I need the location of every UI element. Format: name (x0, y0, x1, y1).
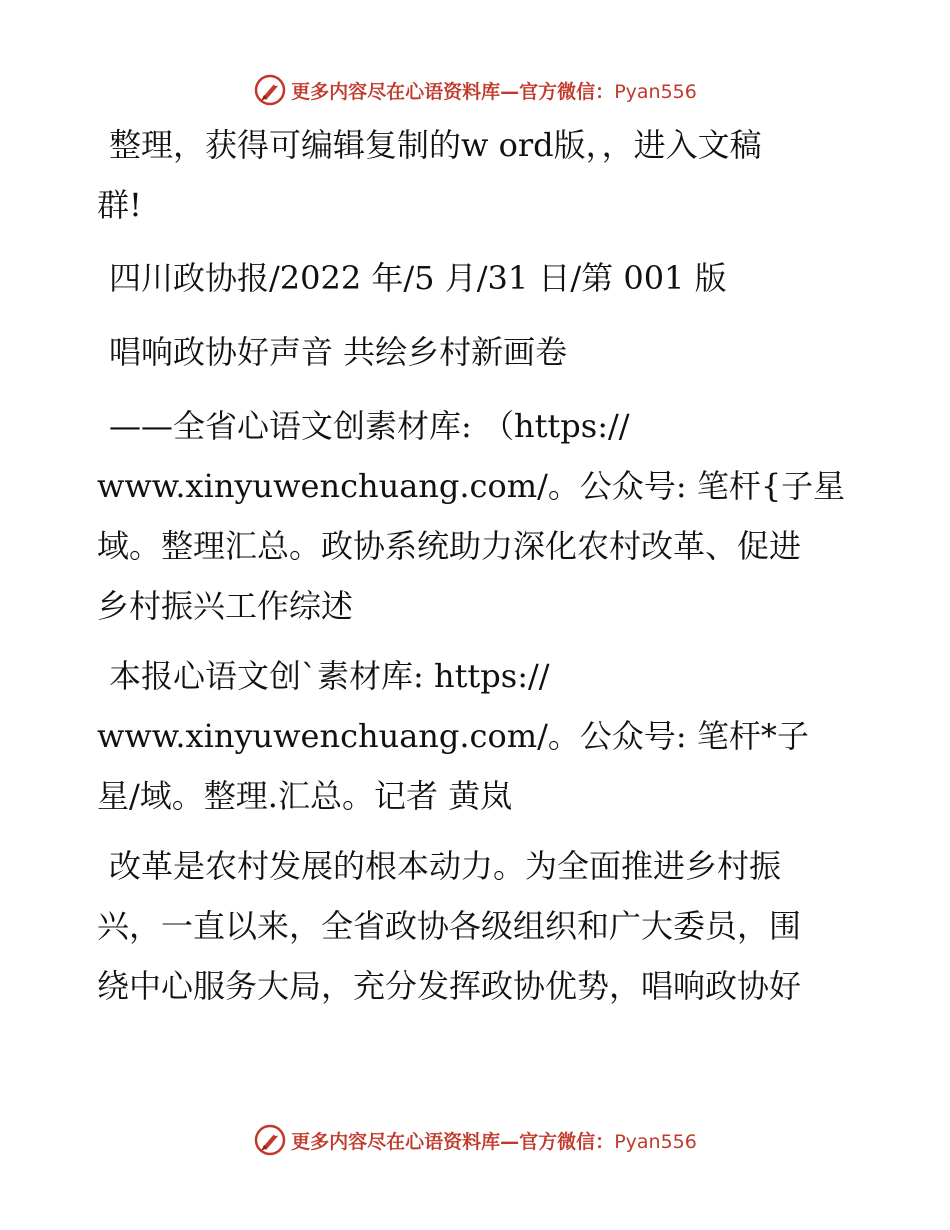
text-line: www.xinyuwenchuang.com/。公众号: 笔杆*子 (97, 717, 809, 755)
text-line: 乡村振兴工作综述 (97, 587, 354, 625)
text-line: 唱响政协好声音 共绘乡村新画卷 (109, 333, 568, 371)
watermark-text (291, 77, 697, 104)
watermark-official-label: 官方微信： (519, 1130, 615, 1153)
text-line: 域。整理汇总。政协系统助力深化农村改革、促进 (97, 527, 802, 565)
text-line: 本报心语文创`素材库: https:// (109, 657, 550, 695)
pen-nib-logo-icon (253, 73, 287, 107)
watermark-official-label: 官方微信： (519, 80, 615, 103)
watermark-title: 更多内容尽在心语资料库 (291, 80, 501, 103)
paragraph-source (97, 248, 857, 308)
text-line: 整理，获得可编辑复制的w ord版，，进入文稿 (109, 126, 762, 164)
text-line: 星/域。整理.汇总。记者 黄岚 (97, 777, 513, 815)
paragraph-byline (97, 646, 857, 826)
text-line: www.xinyuwenchuang.com/。公众号: 笔杆{子星 (97, 467, 846, 505)
text-line: 兴，一直以来，全省政协各级组织和广大委员，围 (97, 907, 802, 945)
text-line: ——全省心语文创素材库: （https:// (109, 407, 630, 445)
paragraph-intro (97, 115, 857, 235)
watermark-title: 更多内容尽在心语资料库 (291, 1130, 501, 1153)
pen-nib-logo-icon (253, 1123, 287, 1157)
footer-watermark-banner (0, 1120, 950, 1160)
paragraph-body (97, 836, 857, 1016)
text-line: 绕中心服务大局，充分发挥政协优势，唱响政协好 (97, 967, 802, 1005)
article-title (97, 322, 857, 382)
watermark-wechat-id: Pyan556 (614, 80, 697, 103)
header-watermark-banner (0, 70, 950, 110)
watermark-text (291, 1127, 697, 1154)
article-subtitle (97, 396, 857, 636)
text-line: 群! (97, 186, 142, 224)
watermark-dash: — (500, 80, 520, 103)
text-line: 四川政协报/2022 年/5 月/31 日/第 001 版 (109, 259, 727, 297)
watermark-dash: — (500, 1130, 520, 1153)
watermark-wechat-id: Pyan556 (614, 1130, 697, 1153)
text-line: 改革是农村发展的根本动力。为全面推进乡村振 (109, 847, 782, 885)
